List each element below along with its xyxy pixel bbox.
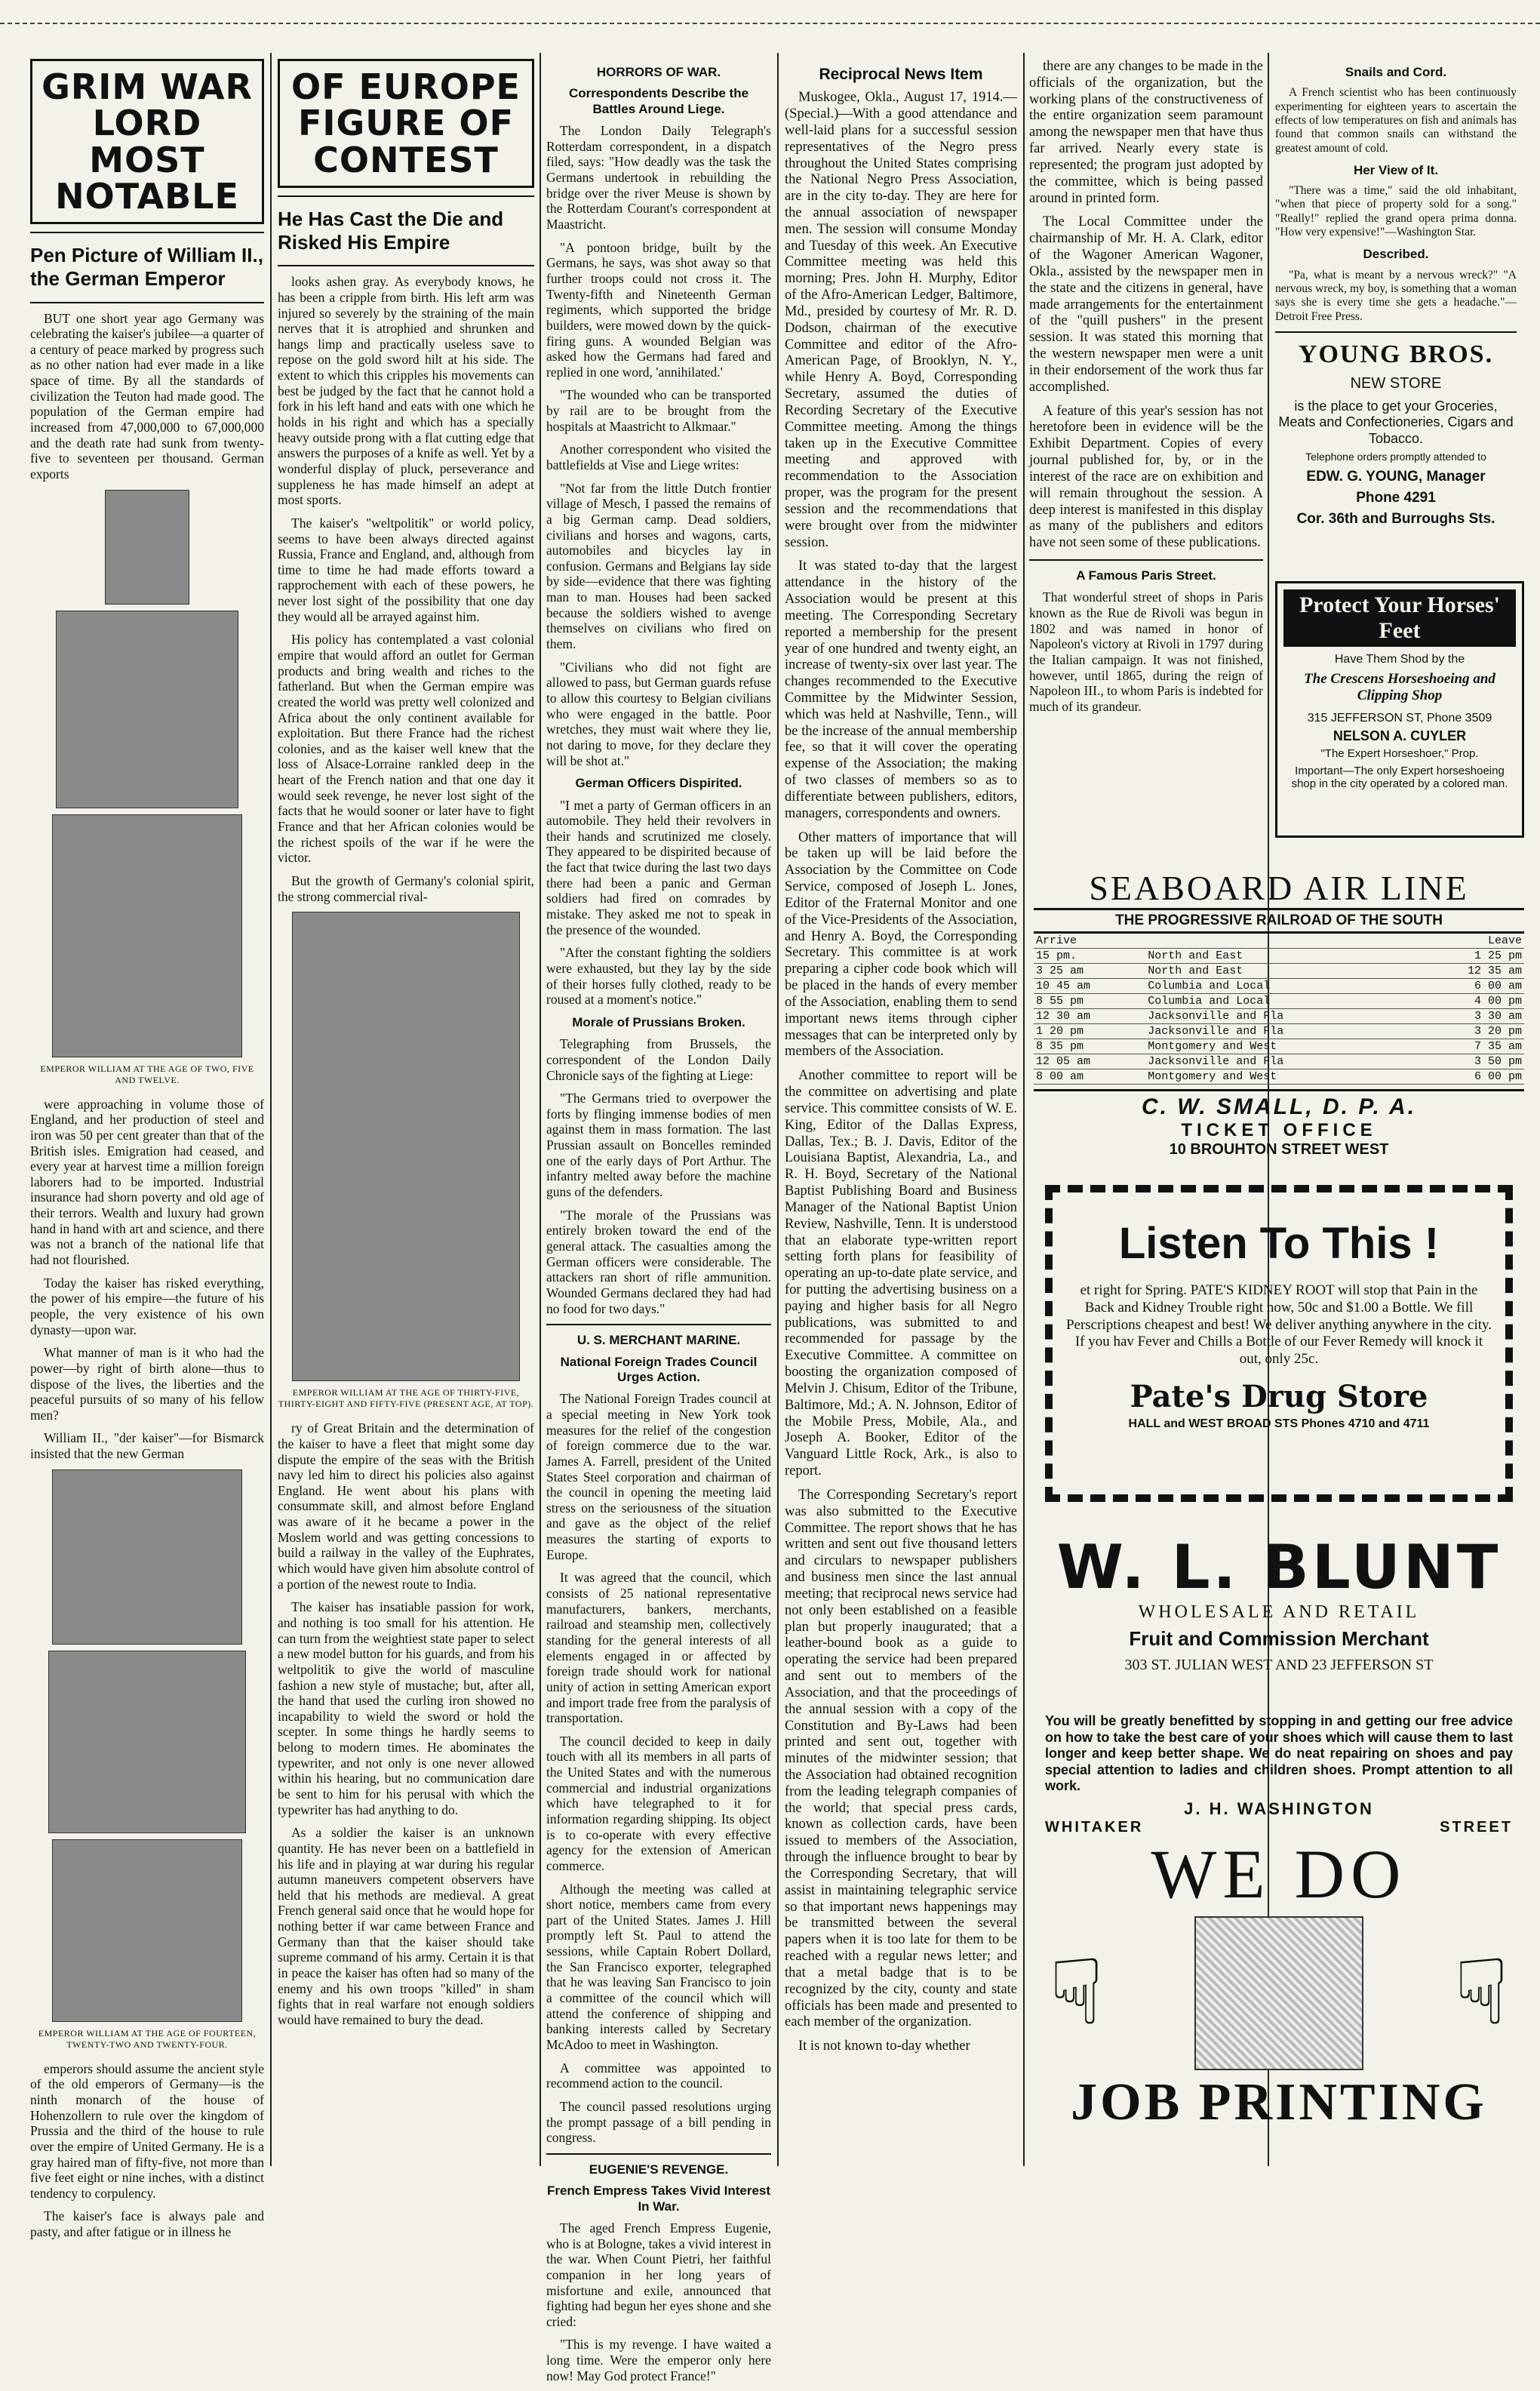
article-paragraph: "After the constant fighting the soldiers were exhausted, but they lay by the side of their horses fully clothed, ready to be roused at a moment's notice." <box>546 945 771 1008</box>
article-paragraph: "There was a time," said the old inhabitant, "when that piece of property sold for a song." "Really!" replied the grand opera prima donna. "How very expensive!"—Washington Star. <box>1275 184 1517 239</box>
article-paragraph: The kaiser's face is always pale and pasty, and after fatigue or in illness he <box>30 2208 264 2240</box>
ad-headline: Listen To This ! <box>1118 1219 1440 1268</box>
headline: GRIM WAR LORD MOST NOTABLE <box>41 66 253 217</box>
divider <box>1029 559 1263 561</box>
ad-line: Have Them Shod by the <box>1334 653 1465 666</box>
photo-caption: EMPEROR WILLIAM AT THE AGE OF FOURTEEN, TWENTY-TWO AND TWENTY-FOUR. <box>38 2027 257 2050</box>
article-paragraph: The London Daily Telegraph's Rotterdam correspondent, in a dispatch filed, says: "How deadly was the task the Germans undertook in rebuilding the bridge over the river Meuse is shown by the Rotterdam Courant's correspondent at Maastricht. <box>546 123 771 232</box>
headline: OF EUROPE FIGURE OF CONTEST <box>291 66 521 180</box>
pates-drug-ad <box>1045 1185 1513 1502</box>
timetable-header: Leave <box>1412 934 1524 949</box>
ad-line: TICKET OFFICE <box>1181 1120 1377 1140</box>
ad-line: NELSON A. CUYLER <box>1333 728 1467 743</box>
ad-footer: JOB PRINTING <box>1071 2073 1487 2131</box>
article-paragraph: "A pontoon bridge, built by the Germans, he says, was shot away so that further troops could not cross it. The Twenty-fifth and Nineteenth German regiments, which supported the bridge builders, were mowed down by the quick-firing guns. A wounded Belgian was asked how the Germans had fared and replied in one word, 'annihilated.' <box>546 239 771 380</box>
ad-address: 303 ST. JULIAN WEST AND 23 JEFFERSON ST <box>1124 1657 1434 1673</box>
subhead: Described. <box>1363 247 1429 262</box>
photo-caption: EMPEROR WILLIAM AT THE AGE OF TWO, FIVE AND TWELVE. <box>40 1063 254 1085</box>
ad-address: STREET <box>1440 1818 1513 1836</box>
article-paragraph: Telegraphing from Brussels, the correspondent of the London Daily Chronicle says of the fighting at Liege: <box>546 1036 771 1083</box>
ad-line: "The Expert Horseshoer," Prop. <box>1320 747 1479 760</box>
column-rule <box>539 53 541 2166</box>
ad-line: WHOLESALE AND RETAIL <box>1138 1602 1420 1622</box>
subhead: French Empress Takes Vivid Interest In War. <box>546 2183 771 2214</box>
article-paragraph: But the growth of Germany's colonial spirit, the strong commercial rival- <box>278 872 534 904</box>
portrait-image <box>52 1839 242 2022</box>
article-paragraph: "The wounded who can be transported by rail are to be brought from the hospitals at Maastricht to Alkmaar." <box>546 387 771 434</box>
section-title: U. S. MERCHANT MARINE. <box>576 1333 741 1348</box>
table-row: 12 05 am Jacksonville and Fla 3 50 pm <box>1034 1054 1524 1069</box>
column-rule <box>777 53 779 2166</box>
job-printing-ad <box>1034 1834 1524 2166</box>
ad-line: The Crescens Horseshoeing and Clipping Shop <box>1304 671 1495 703</box>
article-paragraph: A committee was appointed to recommend action to the council. <box>546 2060 771 2091</box>
column-6 <box>1275 59 1517 527</box>
article-paragraph: The council decided to keep in daily touch with all its members in all parts of the United States and with the numerous commercial and industrial organizations which have telegraphed to it for information regarding shipping. Its object is to co-operate with every effective agency for the extension of American commerce. <box>546 1733 771 1873</box>
ad-subtitle: NEW STORE <box>1350 374 1442 392</box>
ad-line: 10 BROUHTON STREET WEST <box>1169 1141 1389 1158</box>
article-paragraph: It is not known to-day whether <box>798 2039 970 2054</box>
divider <box>30 302 264 303</box>
table-row: 1 20 pm Jacksonville and Fla 3 20 pm <box>1034 1024 1524 1039</box>
blunt-ad <box>1034 1532 1524 1674</box>
ad-title: YOUNG BROS. <box>1298 340 1494 368</box>
timetable <box>1034 934 1524 1085</box>
article-paragraph: Other matters of importance that will be taken up will be laid before the Association by the Committee on Code Service, composed of Joseph L. Jones, Editor of the Fraternal Monitor and one of the Vice-Presidents of the Association, and Henry A. Boyd, the Corresponding Secretary. This committee is at work preparing a cipher code book which will be placed in the hands of every member of the Association, enabling them to send important news items through cipher messages that can be interpreted only by members of the Association. <box>785 829 1017 1060</box>
article-paragraph: were approaching in volume those of England, and her production of steel and iron was 50 per cent greater than that of the British isles. Emigration had ceased, and every year at harvest time a million foreign laborers had to be imported. Industrial insurance had shorn poverty and old age of their terrors. Wealth and luxury had grown hand in hand with art and science, and there was not a branch of the national life that had not flourished. <box>30 1096 264 1268</box>
ad-body: et right for Spring. PATE'S KIDNEY ROOT will stop that Pain in the Back and Kidney Trouble right now, 50c and $1.00 a Bottle. We fill Perscriptions cheapest and best! We deliver anything anywhere in the city. If you hav Fever and Chills a Bottle of our Fever Remedy will knock it out, only 25c. <box>1065 1282 1492 1368</box>
subhead: Correspondents Describe the Battles Around Liege. <box>568 86 749 116</box>
article-paragraph: It was stated to-day that the largest attendance in the history of the Association would be present at this meeting. The Corresponding Secretary reported a membership for the present year of one hundred and twenty eight, an increase of twenty-six over last year. The changes recommended to the Executive Committee by the Midwinter Session, which was held at Nashville, Tenn., will be the increase of the annual membership fee, so that it will cover the operating expense of the Association; the making of two classes of members so as to differentiate between publishers, editors, managers, correspondents and owners. <box>785 559 1017 821</box>
portrait-image <box>292 912 520 1381</box>
deck: He Has Cast the Die and Risked His Empire <box>278 207 504 254</box>
ad-line: Important—The only Expert horseshoeing shop in the city operated by a colored man. <box>1291 765 1508 790</box>
article-paragraph: Another committee to report will be the committee on advertising and plate service. This committee consists of W. E. King, Editor of the Dallas Express, Dallas, Tex.; B. J. Davis, Editor of the Louisiana Baptist, Alexandria, La., and R. H. Boyd, Secretary of the National Baptist Publishing Board and Business Manager of the National Baptist Union Review, Nashville, Tenn. It is understood that an elaborate type-written report setting forth plans for feasibility of operating an up-to-date plate service, and for putting the advertising business on a paying and higher basis for all Negro publications, was submitted to and recommended for passage by the Executive Committee. A committee on boosting the organization composed of Melvin J. Chisum, Editor of the Tribune, Baltimore, Md.; A. N. Johnson, Editor of the Mobile Press, Mobile, Ala., and Joseph A. Booker, Editor of the Vanguard Little Rock, Ark., is also to report. <box>785 1068 1017 1479</box>
section-title: Reciprocal News Item <box>819 66 983 83</box>
divider <box>278 265 534 266</box>
ad-subtitle: THE PROGRESSIVE RAILROAD OF THE SOUTH <box>1034 908 1524 934</box>
article-paragraph: A feature of this year's session has not heretofore been in evidence will be the Exhibit Department. Copies of every journal published for, by, or in the interest of the race are on exhibition and will remain throughout the session. A deep interest is manifested in this display as many of the publishers and editors have not seen some of these publications. <box>1029 403 1263 551</box>
seaboard-ad <box>1034 868 1524 1170</box>
article-paragraph: The National Foreign Trades council at a special meeting in New York took measures for the relief of the congestion of foreign commerce due to the war. James A. Farrell, president of the United States Steel corporation and chairman of the council in opening the meeting laid stress on the seriousness of the situation and gave as the object of the relief measures the starting of exports to Europe. <box>546 1391 771 1562</box>
article-paragraph: "Civilians who did not fight are allowed to pass, but German guards refuse to allow this courtesy to Belgian civilians who were engaged in the battle. Poor wretches, they must wait where they lie, not daring to move, for they declare they will be shot at." <box>546 659 771 768</box>
article-paragraph: there are any changes to be made in the officials of the organization, but the working plans of the constructiveness of the entire organization seem paramount among the newspaper men that have thus far arrived. Nearly every state is represented; the program just adopted by the committee, which is being passed around in printed form. <box>1029 59 1263 206</box>
divider <box>278 195 534 197</box>
article-paragraph: Another correspondent who visited the battlefields at Vise and Liege writes: <box>546 442 771 472</box>
table-row: 15 pm. North and East 1 25 pm <box>1034 949 1524 964</box>
column-4 <box>785 59 1017 2063</box>
article-paragraph: Although the meeting was called at short notice, members came from every part of the United States. James J. Hill promptly left St. Paul to attend the sessions, while Captain Robert Dollard, the San Francisco exporter, telegraphed that he was leaving San Francisco to join a committee of the council which will attend the conference of shipping and banking interests called by Secretary McAdoo to meet in Washington. <box>546 1881 771 2052</box>
article-paragraph: The aged French Empress Eugenie, who is at Bologne, takes a vivid interest in the war. When Count Pietri, her faithful companion in her long years of misfortune and exile, announced that fighting had begun her eyes shone and she cried: <box>546 2220 771 2329</box>
ad-headline: WE DO <box>1151 1836 1407 1912</box>
ad-agent: C. W. SMALL, D. P. A. <box>1141 1094 1417 1119</box>
section-title: HORRORS OF WAR. <box>596 65 721 79</box>
portrait-image <box>52 1469 242 1645</box>
ad-line: Fruit and Commission Merchant <box>1129 1627 1429 1650</box>
table-row: 10 45 am Columbia and Local 6 00 am <box>1034 979 1524 994</box>
article-paragraph: emperors should assume the ancient style of the old emperors of Germany—is the ninth monarch of the house of Hohenzollern to rule over the kingdom of Prussia and the third of the house to rule over the empire of United Germany. He is a gray haired man of fifty-five, not more than five feet eight or nine inches, with a distinct tendency to corpulency. <box>30 2060 264 2201</box>
divider <box>546 1324 771 1325</box>
washington-ad <box>1045 1713 1513 1836</box>
article-paragraph: "This is my revenge. I have waited a long time. Were the emperor only here now! May God protect France!" <box>546 2337 771 2383</box>
subhead: German Officers Dispirited. <box>575 776 742 791</box>
ad-body: You will be greatly benefitted by stopping in and getting our free advice on how to take the best care of your shoes which will cause them to last longer and keep better shape. We do neat repairing on shoes and pay special attention to ladies and children shoes. Prompt attention to all work. <box>1045 1713 1513 1794</box>
ad-headline: Protect Your Horses' Feet <box>1283 589 1516 647</box>
divider <box>1275 331 1517 333</box>
portrait-image <box>52 814 242 1057</box>
headline-box <box>278 59 534 188</box>
subhead: Snails and Cord. <box>1345 65 1447 79</box>
ad-address: Cor. 36th and Burroughs Sts. <box>1296 510 1495 527</box>
article-paragraph: "I met a party of German officers in an automobile. They held their revolvers in their hands and scrutinized me closely. They appeared to be dispirited because of the fact that twice during the last two days there had been a panic and German soldiers had fired on comrades by mistake. They asked me not to speak in the presence of the wounded. <box>546 797 771 937</box>
table-row: 8 00 am Montgomery and West 6 00 pm <box>1034 1069 1524 1085</box>
article-paragraph: "The Germans tried to overpower the forts by flinging immense bodies of men against them in mass formation. The last Prussian assault on Boncelles reminded one of the early days of Port Arthur. The infantry melted away before the machine guns of the defenders. <box>546 1091 771 1200</box>
article-paragraph: The kaiser's "weltpolitik" or world policy, seems to have been always directed against Russia, France and England, and, although from time to time he had made efforts toward a rapprochement with each of these powers, he never lost sight of the possibility that one day they would all be arrayed against him. <box>278 515 534 624</box>
article-paragraph: Muskogee, Okla., August 17, 1914.—(Special.)—With a good attendance and well-laid plans for a successful session representatives of the Negro press throughout the United States comprising the National Negro Press Association, are in the city to-day. They are here for the annual association of newspaper men. The session will consume Monday and Tuesday of this week. An Executive Committee meeting was held this morning; Pres. John H. Murphy, Editor of the Afro-American Ledger, Baltimore, Md., presided by courtesy of Mr. R. D. Dodson, chairman of the executive Committee and editor of the Afro-American Page, of Brooklyn, N. Y., while Henry A. Boyd, Corresponding Secretary, assumed the duties of Recording Secretary of the Executive Committee meeting. Among the things taken up in the Executive Committee meeting and approved with recommendation to the Association proper, was the program for the present session and the recommendations that were brought over from the midwinter session. <box>785 90 1017 550</box>
article-paragraph: ry of Great Britain and the determination of the kaiser to have a fleet that might some day dispute the empire of the seas with the British navy led him to direct his policies also against England. He went about his plans with consummate skill, and almost before England was aware of it he became a power in the Moslem world and was getting concessions to build a railway in the valley of the Euphrates, which would have given him absolute control of a portion of the newest route to India. <box>278 1420 534 1592</box>
article-paragraph: The Corresponding Secretary's report was also submitted to the Executive Committee. The report shows that he has written and sent out five thousand letters and circulars to newspaper publishers and business men since the last annual meeting; that reciprocal news service had not only been established on a feasible plan but properly inaugurated; that a leather-bound book as a guide to operating the service had been prepared and sent out to members of the Association, and that the proceedings of the annual session with a copy of the Constitution and By-Laws had been printed and sent out, together with minutes of the midwinter session; that the Association had obtained recognition from the leading telegraph companies of the world; that special press cards, known as collection cards, have been issued to members of the Association, through the influence brought to bear by the Corresponding Secretary, that will assist in maintaining telegraphic service so that important news happenings may be transmitted between the several papers when it is too late for them to be reached with a regular news letter; and that a metal badge that is to be recognized by the city, county and state officials has been made and presented to each member of the organization. <box>785 1487 1017 2030</box>
article-paragraph: As a soldier the kaiser is an unknown quantity. He has never been on a battlefield in his life and in playing at war during his regular autumn maneuvers competent observers have held that his methods are medieval. A great French general said once that he would hope for nothing better if war came between France and Germany than that the kaiser should take supreme command of his army. Certain it is that in peace the kaiser has often had so many of the enemy and his own troops "killed" in sham fights that in real warfare not enough soldiers would have remained to bury the dead. <box>278 1825 534 2027</box>
ad-store-name: Pate's Drug Store <box>1130 1378 1428 1414</box>
ad-name: J. H. WASHINGTON <box>1184 1799 1374 1818</box>
pointing-hand-icon: ☟ <box>1453 1943 1509 2043</box>
subhead: Her View of It. <box>1353 162 1439 177</box>
eagle-emblem-icon <box>1194 1916 1363 2070</box>
article-paragraph: The kaiser has insatiable passion for work, and nothing is too small for his attention. He can turn from the weightiest state paper to select a new model button for his guards, and from his weltpolitik to give the world of masculine fashion a new style of mustache; but, after all, the hand that used the curling iron showed no incapability to wield the sword or hold the scepter. In some things he hardly seems to belong to modern times. He abominates the typewriter, and not only is one never allowed within his hearing, but no communication dare be sent to him for his perusal with which the typewriter has had anything to do. <box>278 1599 534 1817</box>
young-bros-ad <box>1275 340 1517 528</box>
column-rule <box>270 53 272 2166</box>
ad-body: is the place to get your Groceries, Meats and Confectioneries, Cigars and Tobacco. <box>1278 398 1514 447</box>
column-1 <box>30 59 264 2248</box>
portrait-image <box>105 490 189 605</box>
column-5 <box>1029 59 1263 714</box>
subhead: Morale of Prussians Broken. <box>572 1014 745 1029</box>
article-paragraph: looks ashen gray. As everybody knows, he has been a cripple from birth. His left arm was injured so severely by the straining of the main nerves that it is atrophied and shrunken and hangs limp and practically useless save to repose on the gold sword hilt at his side. The extent to which this cripples his movements can best be judged by the fact that he cannot hold a fork in his left hand and eats with one which he holds in his right and which has a specially heavy outside prong with a flat cutting edge that answers the purposes of a knife as well. Yet by a wonderful display of pluck, perseverance and suppleness he has made himself an adept at most sports. <box>278 274 534 508</box>
portrait-image <box>56 611 238 808</box>
column-2 <box>278 59 534 2036</box>
ad-title: SEABOARD AIR LINE <box>1089 869 1469 907</box>
article-paragraph: "Pa, what is meant by a nervous wreck?" "A nervous wreck, my boy, is something that a woman says she is every time she gets a headache."—Detroit Free Press. <box>1275 268 1517 323</box>
article-paragraph: The Local Committee under the chairmanship of Mr. H. A. Clark, editor of the Wagoner American Wagoner, Okla., assisted by the newspaper men in the state and the citizens in general, have made arrangements for the entertainment of the "quill pushers" in the present session. It was stated this morning that the western newspaper men were a unit in their endorsement of the work thus far accomplished. <box>1029 214 1263 395</box>
deck: Pen Picture of William II., the German Emperor <box>30 244 263 291</box>
portrait-image <box>48 1651 246 1833</box>
ad-note: Telephone orders promptly attended to <box>1305 450 1486 463</box>
page-top-edge <box>0 0 1540 24</box>
divider <box>546 2153 771 2155</box>
ad-address: WHITAKER <box>1045 1818 1144 1836</box>
article-paragraph: His policy has contemplated a vast colonial empire that would afford an outlet for German products and bring wealth and riches to the fatherland. But when the German empire was created the world was pretty well colonized and Africa about the only continent available for exploitation. But there France had the richest colonies, and as the kaiser well knew that the loss of Alsace-Lorraine rankled deep in the heart of the French nation and that one day it would seek revenge, he never lost sight of the facts that he would sooner or later have to fight France and that her African colonies would be the richest spoils of the war if he were the victor. <box>278 632 534 866</box>
subhead: National Foreign Trades Council Urges Action. <box>560 1354 758 1384</box>
table-row: 8 35 pm Montgomery and West 7 35 am <box>1034 1039 1524 1054</box>
ad-title: W. L. BLUNT <box>1056 1532 1502 1602</box>
article-paragraph: It was agreed that the council, which consists of 25 national representative manufacturers, bankers, merchants, railroad and steamship men, collectively standing for the general interests of all elements engaged in or affected by foreign trade should work for national unity of action in setting American export and import trade free from the paralysis of transportation. <box>546 1570 771 1726</box>
column-rule <box>1023 53 1025 2166</box>
article-paragraph: That wonderful street of shops in Paris known as the Rue de Rivoli was begun in 1802 and was named in honor of Napoleon's victory at Rivoli in 1797 during the Italian campaign. It was not finished, however, until 1865, during the reign of Napoleon III., to whom Paris is indebted for much of its grandeur. <box>1029 589 1263 714</box>
pointing-hand-icon: ☟ <box>1049 1943 1105 2043</box>
table-row: 3 25 am North and East 12 35 am <box>1034 964 1524 979</box>
timetable-header: Arrive <box>1034 934 1145 949</box>
article-paragraph: A French scientist who has been continuously experimenting for eighteen years to ascertain the effects of low temperatures on fish and animals has found that common snails can withstand the greatest amount of cold. <box>1275 86 1517 155</box>
photo-caption: EMPEROR WILLIAM AT THE AGE OF THIRTY-FIVE, THIRTY-EIGHT AND FIFTY-FIVE (PRESENT AGE, AT TOP). <box>278 1387 534 1410</box>
article-paragraph: "The morale of the Prussians was entirely broken toward the end of the general attack. The casualties among the German officers were considerable. The attackers ran short of rifle ammunition. Wounded Germans declared they had had no food for two days." <box>546 1207 771 1316</box>
column-3 <box>546 59 771 2391</box>
headline-box <box>30 59 264 224</box>
section-title: EUGENIE'S REVENGE. <box>589 2162 729 2177</box>
article-paragraph: BUT one short year ago Germany was celebrating the kaiser's jubilee—a quarter of a century of peace marked by progress such as no other nation had ever made in a like space of time. By all the standards of civilization the Teuton had made good. The population of the German empire had increased from 47,000,000 to 67,000,000 and the death rate had sunk from twenty-five to seventeen per thousand. German exports <box>30 310 264 482</box>
ad-phone: Phone 4291 <box>1356 489 1436 506</box>
table-row: 8 55 pm Columbia and Local 4 00 pm <box>1034 994 1524 1009</box>
article-paragraph: "Not far from the little Dutch frontier village of Mesch, I passed the remains of a big German camp. Dead soldiers, civilians and horses and wagons, carts, automobiles and bicycles lay in confusion. Germans and Belgians lay side by side—evidence that there was fighting man to man. Houses had been sacked because the soldiers wished to avenge themselves on civilians who fired on them. <box>546 480 771 652</box>
table-row: 12 30 am Jacksonville and Fla 3 30 am <box>1034 1009 1524 1024</box>
ad-manager: EDW. G. YOUNG, Manager <box>1306 468 1486 485</box>
divider <box>30 232 264 233</box>
subhead: A Famous Paris Street. <box>1076 568 1216 583</box>
horseshoe-ad <box>1275 581 1524 838</box>
article-paragraph: Today the kaiser has risked everything, the power of his empire—the future of his people, the very existence of his own dynasty—upon war. <box>30 1275 264 1337</box>
article-paragraph: The council passed resolutions urging the prompt passage of a bill pending in congress. <box>546 2098 771 2146</box>
ad-address: HALL and WEST BROAD STS Phones 4710 and 4711 <box>1128 1417 1430 1430</box>
article-paragraph: William II., "der kaiser"—for Bismarck insisted that the new German <box>30 1430 264 1462</box>
ad-line: 315 JEFFERSON ST, Phone 3509 <box>1307 712 1492 725</box>
article-paragraph: What manner of man is it who had the power—by right of birth alone—thus to dispose of the lives, the liberties and the peaceful pursuits of so many of his fellow men? <box>30 1345 264 1423</box>
